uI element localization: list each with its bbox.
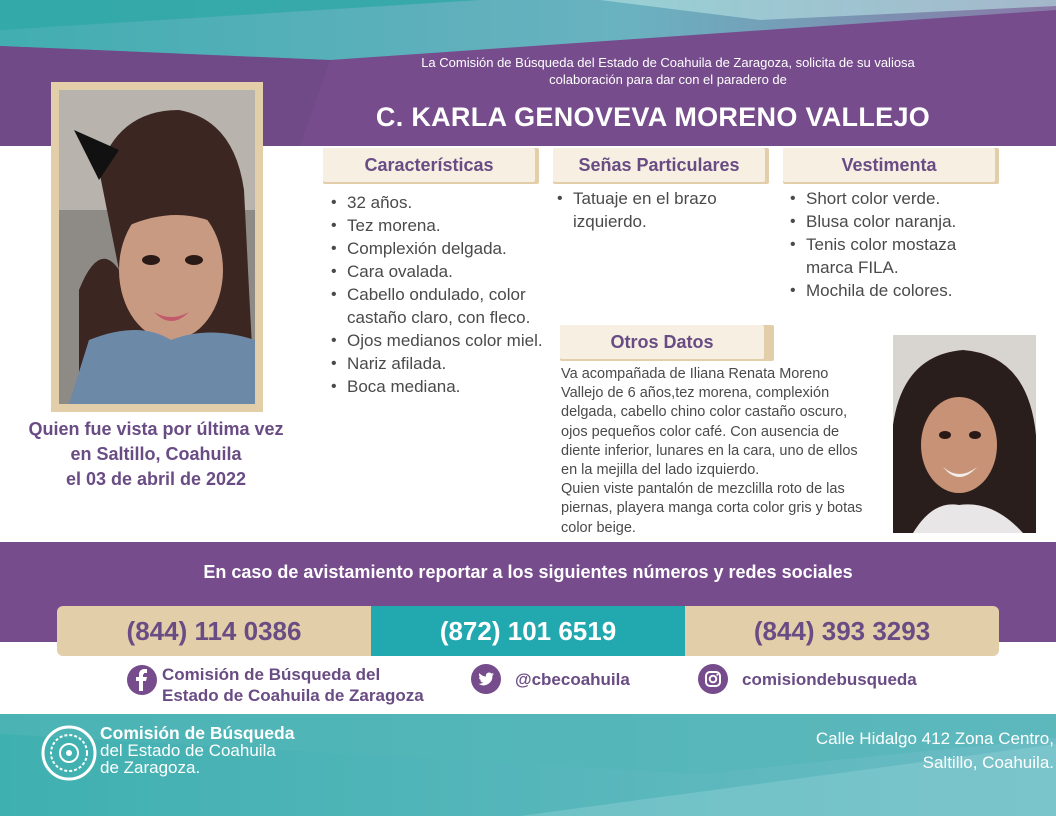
tab-vestimenta xyxy=(783,148,999,184)
senas-list xyxy=(553,187,763,233)
senas-title: Señas Particulares xyxy=(553,148,765,182)
tab-otros-datos xyxy=(560,325,774,361)
caracteristicas-list xyxy=(327,191,557,398)
last-seen-line-3: el 03 de abril de 2022 xyxy=(65,469,247,489)
vestimenta-list xyxy=(786,187,1006,302)
list-item: • Boca mediana. xyxy=(327,375,557,398)
list-item: • Ojos medianos color miel. xyxy=(327,329,557,352)
instagram-icon[interactable] xyxy=(698,664,728,694)
list-item: • Tenis color mostaza marca FILA. xyxy=(786,233,1006,279)
otros-paragraph-2: Quien viste pantalón de mezclilla roto de las piernas, playera manga corta color gris y botas color beige. xyxy=(561,481,863,536)
last-seen-line-2: en Saltillo, Coahuila xyxy=(70,444,242,464)
list-item: • Blusa color naranja. xyxy=(786,210,1006,233)
twitter-icon[interactable] xyxy=(471,664,501,694)
intro-text xyxy=(360,54,976,88)
list-item: • Tez morena. xyxy=(327,214,557,237)
footer-address-line-1: Calle Hidalgo 412 Zona Centro, xyxy=(815,729,1054,748)
report-title: En caso de avistamiento reportar a los siguientes números y redes sociales xyxy=(203,562,853,582)
facebook-line-1: Comisión de Búsqueda del xyxy=(162,665,381,684)
list-item: • Nariz afilada. xyxy=(327,352,557,375)
list-item: • Mochila de colores. xyxy=(786,279,1006,302)
twitter-handle[interactable]: @cbecoahuila xyxy=(515,670,630,689)
footer-address-line-2: Saltillo, Coahuila. xyxy=(922,753,1054,772)
otros-title: Otros Datos xyxy=(560,325,764,359)
phone-number-3[interactable]: (844) 393 3293 xyxy=(685,606,999,656)
footer-address xyxy=(754,727,1054,775)
intro-line-2: colaboración para dar con el paradero de xyxy=(549,72,787,87)
person-name: C. KARLA GENOVEVA MORENO VALLEJO xyxy=(375,102,931,132)
list-item: • Cabello ondulado, color castaño claro, con fleco. xyxy=(327,283,557,329)
caracteristicas-title: Características xyxy=(323,148,535,182)
phone-number-2[interactable]: (872) 101 6519 xyxy=(371,606,685,656)
facebook-icon[interactable] xyxy=(127,665,157,695)
otros-datos-text xyxy=(561,365,873,538)
tab-senas-particulares xyxy=(553,148,769,184)
footer-org-name xyxy=(100,725,294,776)
instagram-handle[interactable]: comisiondebusqueda xyxy=(742,670,917,689)
person-photo xyxy=(59,90,255,404)
last-seen-info xyxy=(10,417,302,492)
facebook-link[interactable] xyxy=(162,664,424,706)
last-seen-line-1: Quien fue vista por última vez xyxy=(28,419,284,439)
phone-number-1[interactable]: (844) 114 0386 xyxy=(57,606,371,656)
facebook-line-2: Estado de Coahuila de Zaragoza xyxy=(162,686,424,705)
footer-org-line-2: del Estado de Coahuila xyxy=(100,741,276,760)
child-photo xyxy=(893,335,1036,533)
list-item: • Cara ovalada. xyxy=(327,260,557,283)
tab-caracteristicas xyxy=(323,148,539,184)
list-item: • 32 años. xyxy=(327,191,557,214)
commission-seal-icon xyxy=(40,724,98,782)
footer-org-line-1: Comisión de Búsqueda xyxy=(100,723,295,743)
intro-line-1: La Comisión de Búsqueda del Estado de Coahuila de Zaragoza, solicita de su valiosa xyxy=(421,55,915,70)
otros-paragraph-1: Va acompañada de Iliana Renata Moreno Vallejo de 6 años,tez morena, complexión delgada, cabello chino color castaño oscuro, ojos pequeños color café. Con ausencia de diente inferior, lunares en la cara, uno de ellos en la mejilla del lado izquierdo. xyxy=(561,366,858,479)
footer-org-line-3: de Zaragoza. xyxy=(100,758,201,777)
list-item: • Complexión delgada. xyxy=(327,237,557,260)
list-item: • Short color verde. xyxy=(786,187,1006,210)
list-item: • Tatuaje en el brazo izquierdo. xyxy=(553,187,763,233)
vestimenta-title: Vestimenta xyxy=(783,148,995,182)
